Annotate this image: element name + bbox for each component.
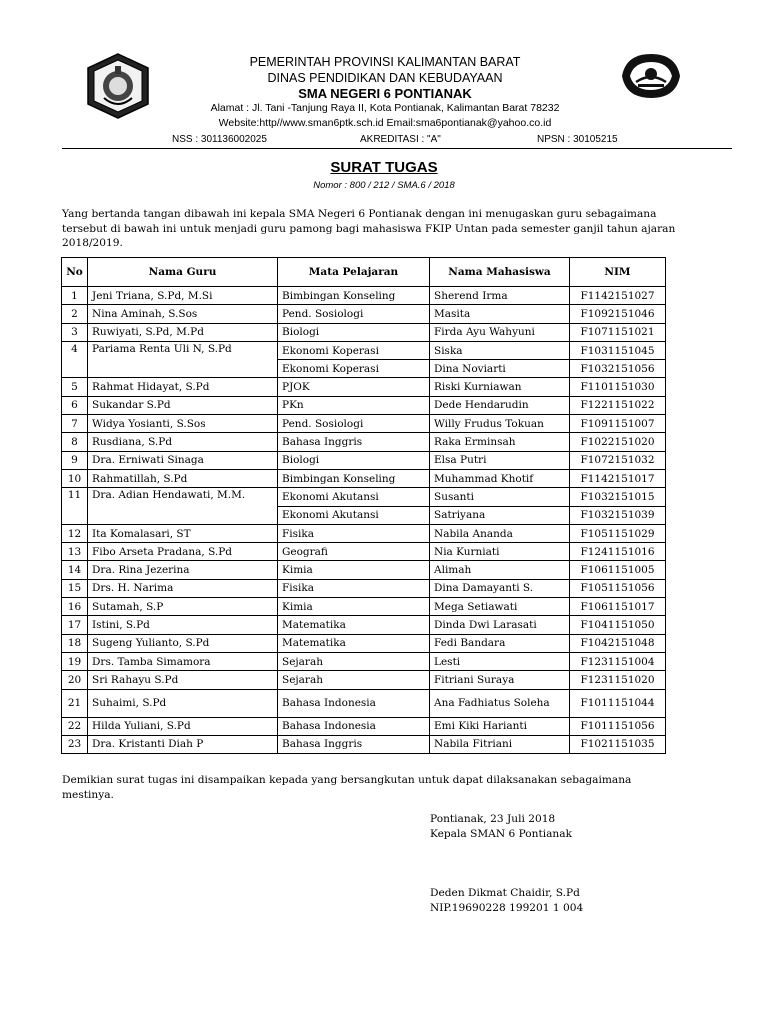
closing-paragraph: Demikian surat tugas ini disampaikan kepada yang bersangkutan untuk dapat dilaksanakan sebagaimana mestinya. — [62, 774, 632, 801]
cell-nim: F1072151032 — [570, 451, 666, 469]
cell-nama-guru: Dra. Adian Hendawati, M.M. — [88, 488, 278, 525]
cell-nama-guru: Fibo Arseta Pradana, S.Pd — [88, 543, 278, 561]
cell-nama-guru: Jeni Triana, S.Pd, M.Si — [88, 287, 278, 305]
cell-no: 5 — [62, 378, 88, 396]
cell-nama-mahasiswa: Fedi Bandara — [430, 634, 570, 652]
cell-no: 6 — [62, 396, 88, 414]
table-header-row — [62, 258, 666, 287]
table-row — [62, 671, 666, 689]
assignment-table — [61, 257, 666, 754]
cell-no: 16 — [62, 598, 88, 616]
document-title-text: SURAT TUGAS — [330, 159, 438, 176]
cell-no: 15 — [62, 579, 88, 597]
cell-nama-mahasiswa: Susanti — [430, 488, 570, 506]
cell-no: 14 — [62, 561, 88, 579]
cell-no: 20 — [62, 671, 88, 689]
col-header-nama-mahasiswa: Nama Mahasiswa — [430, 258, 570, 287]
header-government: PEMERINTAH PROVINSI KALIMANTAN BARAT — [249, 55, 521, 69]
cell-mata-pelajaran: Biologi — [278, 451, 430, 469]
cell-nama-mahasiswa: Dede Hendarudin — [430, 396, 570, 414]
cell-nama-guru: Drs. H. Narima — [88, 579, 278, 597]
cell-nama-guru: Pariama Renta Uli N, S.Pd — [88, 341, 278, 378]
cell-nama-mahasiswa: Alimah — [430, 561, 570, 579]
cell-no: 22 — [62, 717, 88, 735]
cell-mata-pelajaran: Bahasa Indonesia — [278, 717, 430, 735]
table-row — [62, 735, 666, 753]
table-row — [62, 616, 666, 634]
cell-no: 4 — [62, 341, 88, 378]
cell-mata-pelajaran: Kimia — [278, 561, 430, 579]
cell-no: 10 — [62, 469, 88, 487]
cell-nama-mahasiswa: Fitriani Suraya — [430, 671, 570, 689]
cell-mata-pelajaran: Matematika — [278, 616, 430, 634]
table-row — [62, 323, 666, 341]
header-website-email: Website:http//www.sman6ptk.sch.id Email:sma6pontianak@yahoo.co.id — [218, 117, 552, 129]
province-emblem-logo — [84, 52, 152, 120]
cell-no: 9 — [62, 451, 88, 469]
cell-nim: F1042151048 — [570, 634, 666, 652]
table-row — [62, 543, 666, 561]
cell-nim: F1032151056 — [570, 360, 666, 378]
signature-nip: NIP.19690228 199201 1 004 — [430, 902, 584, 914]
school-emblem-logo — [616, 50, 686, 102]
cell-mata-pelajaran: PJOK — [278, 378, 430, 396]
cell-mata-pelajaran: Ekonomi Koperasi — [278, 341, 430, 359]
header-divider — [62, 148, 732, 149]
cell-mata-pelajaran: Fisika — [278, 579, 430, 597]
cell-nama-mahasiswa: Siska — [430, 341, 570, 359]
header-department: DINAS PENDIDIKAN DAN KEBUDAYAAN — [267, 71, 503, 85]
cell-nama-mahasiswa: Firda Ayu Wahyuni — [430, 323, 570, 341]
cell-nama-mahasiswa: Raka Erminsah — [430, 433, 570, 451]
cell-mata-pelajaran: Ekonomi Akutansi — [278, 506, 430, 524]
signature-name: Deden Dikmat Chaidir, S.Pd — [430, 887, 580, 899]
table-row — [62, 341, 666, 359]
cell-nim: F1051151029 — [570, 524, 666, 542]
cell-mata-pelajaran: Bahasa Indonesia — [278, 689, 430, 717]
cell-mata-pelajaran: Sejarah — [278, 671, 430, 689]
table-row — [62, 652, 666, 670]
cell-nama-mahasiswa: Satriyana — [430, 506, 570, 524]
intro-paragraph: Yang bertanda tangan dibawah ini kepala SMA Negeri 6 Pontianak dengan ini menugaskan guru sebagaimana tersebut di bawah ini untuk menjadi guru pamong bagi mahasiswa FKIP Untan pada semester ganjil tahun ajaran 2018/2019. — [62, 208, 676, 249]
cell-mata-pelajaran: Bimbingan Konseling — [278, 287, 430, 305]
cell-nama-guru: Widya Yosianti, S.Sos — [88, 415, 278, 433]
signature-place-date: Pontianak, 23 Juli 2018 — [430, 813, 556, 825]
cell-nama-guru: Nina Aminah, S.Sos — [88, 305, 278, 323]
table-row — [62, 717, 666, 735]
header-school-name: SMA NEGERI 6 PONTIANAK — [298, 86, 472, 101]
cell-no: 18 — [62, 634, 88, 652]
cell-mata-pelajaran: Kimia — [278, 598, 430, 616]
cell-mata-pelajaran: Fisika — [278, 524, 430, 542]
cell-no: 8 — [62, 433, 88, 451]
cell-nim: F1031151045 — [570, 341, 666, 359]
cell-nim: F1241151016 — [570, 543, 666, 561]
cell-nim: F1231151020 — [570, 671, 666, 689]
cell-nama-mahasiswa: Dinda Dwi Larasati — [430, 616, 570, 634]
cell-nama-guru: Sugeng Yulianto, S.Pd — [88, 634, 278, 652]
header-npsn: NPSN : 30105215 — [537, 134, 618, 145]
cell-nama-mahasiswa: Elsa Putri — [430, 451, 570, 469]
col-header-mata-pelajaran: Mata Pelajaran — [278, 258, 430, 287]
table-row — [62, 689, 666, 717]
cell-nama-mahasiswa: Mega Setiawati — [430, 598, 570, 616]
cell-nim: F1071151021 — [570, 323, 666, 341]
cell-no: 13 — [62, 543, 88, 561]
header-address: Alamat : Jl. Tani -Tanjung Raya II, Kota Pontianak, Kalimantan Barat 78232 — [210, 102, 560, 114]
cell-nim: F1061151017 — [570, 598, 666, 616]
cell-nama-guru: Ita Komalasari, ST — [88, 524, 278, 542]
cell-nama-guru: Sutamah, S.P — [88, 598, 278, 616]
cell-nama-guru: Hilda Yuliani, S.Pd — [88, 717, 278, 735]
cell-nama-mahasiswa: Emi Kiki Harianti — [430, 717, 570, 735]
table-row — [62, 579, 666, 597]
cell-nim: F1032151039 — [570, 506, 666, 524]
cell-nim: F1032151015 — [570, 488, 666, 506]
col-header-no: No — [62, 258, 88, 287]
cell-no: 2 — [62, 305, 88, 323]
cell-mata-pelajaran: PKn — [278, 396, 430, 414]
cell-mata-pelajaran: Bahasa Inggris — [278, 735, 430, 753]
cell-nama-guru: Ruwiyati, S.Pd, M.Pd — [88, 323, 278, 341]
table-row — [62, 469, 666, 487]
cell-nama-guru: Drs. Tamba Simamora — [88, 652, 278, 670]
table-row — [62, 488, 666, 506]
cell-nama-guru: Rahmatillah, S.Pd — [88, 469, 278, 487]
cell-mata-pelajaran: Pend. Sosiologi — [278, 305, 430, 323]
cell-nim: F1021151035 — [570, 735, 666, 753]
cell-nim: F1091151007 — [570, 415, 666, 433]
table-row — [62, 305, 666, 323]
table-row — [62, 524, 666, 542]
cell-nama-mahasiswa: Nia Kurniati — [430, 543, 570, 561]
table-row — [62, 433, 666, 451]
cell-nama-mahasiswa: Nabila Ananda — [430, 524, 570, 542]
cell-mata-pelajaran: Bimbingan Konseling — [278, 469, 430, 487]
cell-no: 21 — [62, 689, 88, 717]
cell-nim: F1101151030 — [570, 378, 666, 396]
cell-nim: F1041151050 — [570, 616, 666, 634]
cell-nama-mahasiswa: Muhammad Khotif — [430, 469, 570, 487]
cell-mata-pelajaran: Pend. Sosiologi — [278, 415, 430, 433]
header-nss: NSS : 301136002025 — [172, 134, 267, 145]
cell-nim: F1022151020 — [570, 433, 666, 451]
header-akreditasi: AKREDITASI : "A" — [360, 134, 441, 145]
cell-nama-mahasiswa: Dina Damayanti S. — [430, 579, 570, 597]
cell-nama-mahasiswa: Masita — [430, 305, 570, 323]
cell-nama-guru: Istini, S.Pd — [88, 616, 278, 634]
cell-nama-mahasiswa: Lesti — [430, 652, 570, 670]
cell-nama-guru: Suhaimi, S.Pd — [88, 689, 278, 717]
cell-nim: F1142151027 — [570, 287, 666, 305]
table-row — [62, 378, 666, 396]
table-row — [62, 598, 666, 616]
cell-nama-guru: Rahmat Hidayat, S.Pd — [88, 378, 278, 396]
cell-mata-pelajaran: Ekonomi Akutansi — [278, 488, 430, 506]
table-row — [62, 396, 666, 414]
cell-nama-mahasiswa: Riski Kurniawan — [430, 378, 570, 396]
cell-nama-mahasiswa: Ana Fadhiatus Soleha — [430, 689, 570, 717]
cell-nama-mahasiswa: Nabila Fitriani — [430, 735, 570, 753]
cell-mata-pelajaran: Geografi — [278, 543, 430, 561]
cell-nim: F1011151056 — [570, 717, 666, 735]
cell-no: 1 — [62, 287, 88, 305]
cell-nim: F1231151004 — [570, 652, 666, 670]
cell-no: 11 — [62, 488, 88, 525]
col-header-nim: NIM — [570, 258, 666, 287]
table-row — [62, 451, 666, 469]
cell-no: 23 — [62, 735, 88, 753]
cell-nama-guru: Rusdiana, S.Pd — [88, 433, 278, 451]
table-row — [62, 561, 666, 579]
cell-mata-pelajaran: Bahasa Inggris — [278, 433, 430, 451]
document-title — [0, 159, 768, 176]
cell-mata-pelajaran: Matematika — [278, 634, 430, 652]
cell-nim: F1061151005 — [570, 561, 666, 579]
cell-nim: F1092151046 — [570, 305, 666, 323]
cell-no: 7 — [62, 415, 88, 433]
table-row — [62, 634, 666, 652]
cell-nama-mahasiswa: Dina Noviarti — [430, 360, 570, 378]
signature-role: Kepala SMAN 6 Pontianak — [430, 828, 572, 840]
cell-nama-guru: Dra. Kristanti Diah P — [88, 735, 278, 753]
cell-nim: F1051151056 — [570, 579, 666, 597]
cell-mata-pelajaran: Biologi — [278, 323, 430, 341]
table-row — [62, 287, 666, 305]
cell-no: 12 — [62, 524, 88, 542]
cell-no: 3 — [62, 323, 88, 341]
cell-no: 17 — [62, 616, 88, 634]
cell-nama-mahasiswa: Sherend Irma — [430, 287, 570, 305]
cell-mata-pelajaran: Ekonomi Koperasi — [278, 360, 430, 378]
document-number: Nomor : 800 / 212 / SMA.6 / 2018 — [313, 180, 455, 191]
cell-nim: F1221151022 — [570, 396, 666, 414]
cell-nama-mahasiswa: Willy Frudus Tokuan — [430, 415, 570, 433]
cell-nama-guru: Sukandar S.Pd — [88, 396, 278, 414]
cell-mata-pelajaran: Sejarah — [278, 652, 430, 670]
cell-nim: F1011151044 — [570, 689, 666, 717]
cell-nama-guru: Sri Rahayu S.Pd — [88, 671, 278, 689]
col-header-nama-guru: Nama Guru — [88, 258, 278, 287]
cell-nama-guru: Dra. Erniwati Sinaga — [88, 451, 278, 469]
cell-no: 19 — [62, 652, 88, 670]
cell-nim: F1142151017 — [570, 469, 666, 487]
cell-nama-guru: Dra. Rina Jezerina — [88, 561, 278, 579]
table-row — [62, 415, 666, 433]
